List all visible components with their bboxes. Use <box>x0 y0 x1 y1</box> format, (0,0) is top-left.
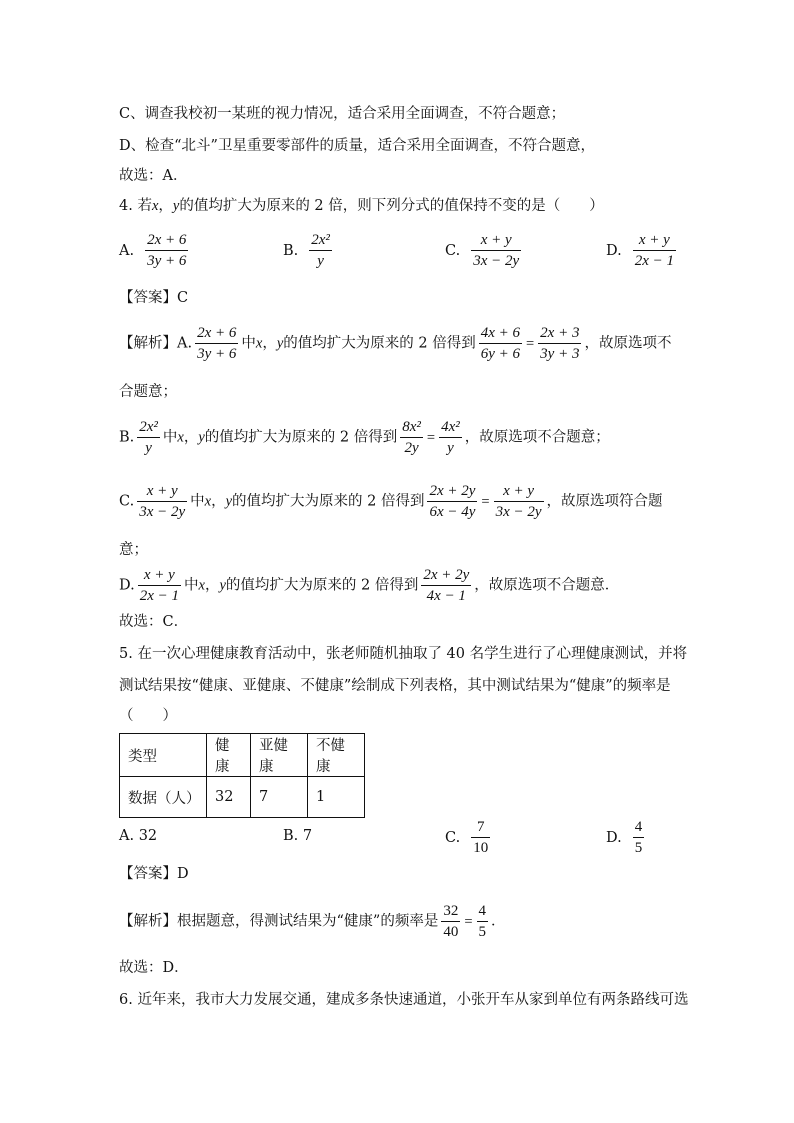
q4-option-c[interactable]: C. $\frac{x + y}{3x - 2y}$ <box>445 232 520 269</box>
q4-choose: 故选：C． <box>119 614 189 630</box>
table-cell: 1 <box>308 777 365 818</box>
question-5-stem-1: 5. 在一次心理健康教育活动中，张老师随机抽取了 40 名学生进行了心理健康测试，并将 <box>119 646 688 662</box>
table-header-cell: 不健康 <box>308 734 365 777</box>
table-row <box>120 777 365 818</box>
q5-data-table <box>119 733 365 818</box>
q4-analysis-d: D. $\frac{x + y}{2x - 1}$ 中x，y的值均扩大为原来的 2 倍得到 $\frac{2x + 2y}{4x - 1}$ ，故原选项不合题意． <box>119 567 620 604</box>
q5-option-c[interactable]: C. $\frac{7}{10}$ <box>445 819 489 856</box>
table-cell: 7 <box>251 777 308 818</box>
table-cell: 32 <box>207 777 251 818</box>
question-6-stem-1: 6. 近年来，我市大力发展交通，建成多条快速通道，小张开车从家到单位有两条路线可选 <box>119 992 689 1008</box>
q5-option-a[interactable]: A. 32 <box>119 828 158 844</box>
q4-option-a[interactable]: A. $\frac{2x + 6}{3y + 6}$ <box>119 232 187 269</box>
q4-analysis-b: B. $\frac{\text{2x²}}{y}$ 中x，y的值均扩大为原来的 2 倍得到 $\frac{\text{8x²}}{2y}$ = $\frac{\text{4x²}}{y}$ ，故原选项不合题意； <box>119 419 610 456</box>
q5-option-d[interactable]: D. $\frac{4}{5}$ <box>606 819 643 856</box>
q5-option-b[interactable]: B. 7 <box>283 828 313 844</box>
solution-line-d: D、检查“北斗”卫星重要零部件的质量，适合采用全面调查，不符合题意， <box>119 138 595 154</box>
choice-line-a: 故选：A． <box>119 168 188 184</box>
table-cell: 数据（人） <box>120 777 207 818</box>
q5-answer: 【答案】D <box>119 866 189 882</box>
table-header-row <box>120 734 365 777</box>
table-header-cell: 健康 <box>207 734 251 777</box>
q5-analysis: 【解析】根据题意，得测试结果为“健康”的频率是 $\frac{32}{40}$ = $\frac{4}{5}$ ． <box>119 903 506 940</box>
table-header-cell: 亚健康 <box>251 734 308 777</box>
q4-analysis-a-cont: 合题意； <box>119 384 177 400</box>
question-5-stem-3: （ ） <box>119 708 177 724</box>
q4-analysis-a: 【解析】A. $\frac{2x + 6}{3y + 6}$ 中x，y的值均扩大为原来的 2 倍得到 $\frac{4x + 6}{6y + 6}$ = $\frac{2x + 3}{3y + 3}$ ，故原选项不 <box>119 325 672 362</box>
question-5-stem-2: 测试结果按“健康、亚健康、不健康”绘制成下列表格，其中测试结果为“健康”的频率是 <box>119 678 671 694</box>
q4-option-d[interactable]: D. $\frac{x + y}{2x - 1}$ <box>606 232 674 269</box>
q4-analysis-c-cont: 意； <box>119 542 148 558</box>
q5-choose: 故选：D． <box>119 960 189 976</box>
q4-analysis-c: C. $\frac{x + y}{3x - 2y}$ 中x，y的值均扩大为原来的 2 倍得到 $\frac{2x + 2y}{6x - 4y}$ = $\frac{x + y}{3x - 2y}$ ，故原选项符合题 <box>119 483 663 520</box>
q4-answer: 【答案】C <box>119 290 189 306</box>
solution-line-c: C、调查我校初一某班的视力情况，适合采用全面调查，不符合题意； <box>119 106 566 122</box>
q4-option-b[interactable]: B. $\frac{\text{2x²}}{y}$ <box>283 232 330 269</box>
table-header-cell: 类型 <box>120 734 207 777</box>
question-4-stem: 4. 若x，y的值均扩大为原来的 2 倍，则下列分式的值保持不变的是（ ） <box>119 198 604 214</box>
